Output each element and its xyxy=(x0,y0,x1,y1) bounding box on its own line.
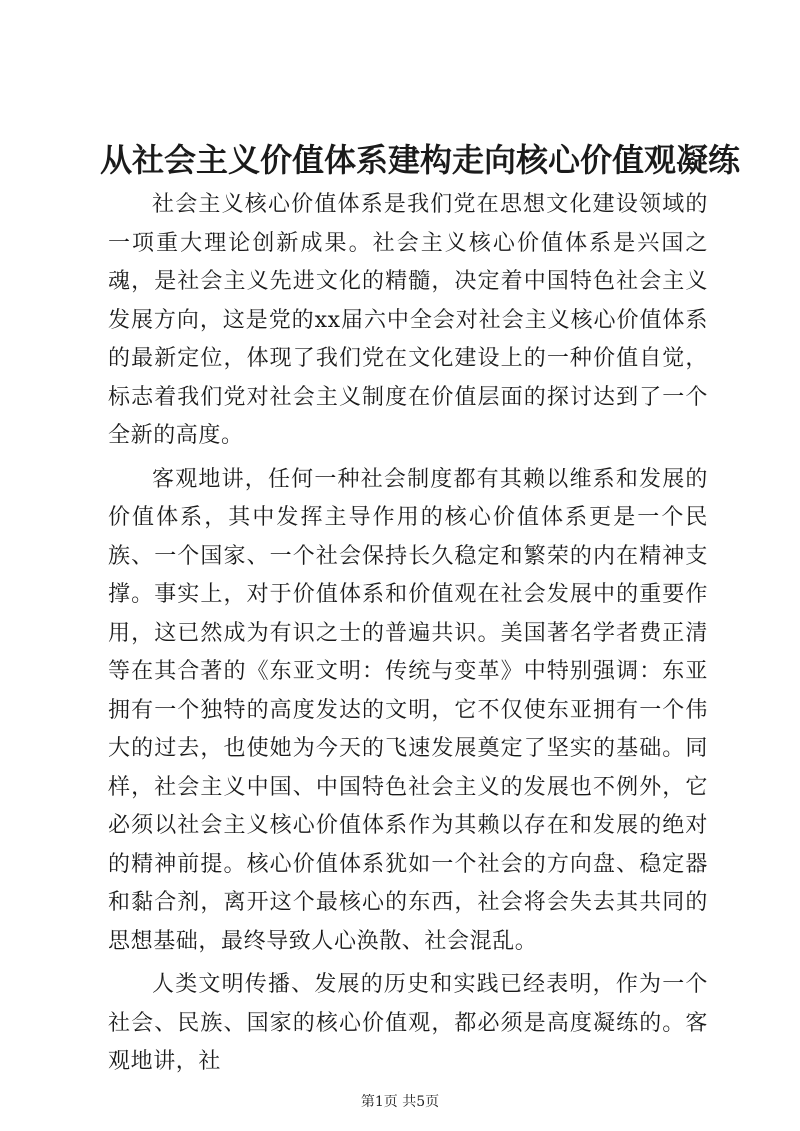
document-body xyxy=(108,186,708,1087)
page-footer: 第1页 共5页 xyxy=(360,1094,440,1110)
paragraph-3: 人类文明传播、发展的历史和实践已经表明，作为一个社会、民族、国家的核心价值观，都必须是高度凝练的。客观地讲，社 xyxy=(108,972,708,1074)
document-title: 从社会主义价值体系建构走向核心价值观凝练 xyxy=(100,141,741,179)
paragraph-1: 社会主义核心价值体系是我们党在思想文化建设领域的一项重大理论创新成果。社会主义核心价值体系是兴国之魂，是社会主义先进文化的精髓，决定着中国特色社会主义发展方向，这是党的xx届六中全会对社会主义核心价值体系的最新定位，体现了我们党在文化建设上的一种价值自觉，标志着我们党对社会主义制度在价值层面的探讨达到了一个全新的高度。 xyxy=(108,192,708,448)
paragraph-2: 客观地讲，任何一种社会制度都有其赖以维系和发展的价值体系，其中发挥主导作用的核心价值体系更是一个民族、一个国家、一个社会保持长久稳定和繁荣的内在精神支撑。事实上，对于价值体系和价值观在社会发展中的重要作用，这已然成为有识之士的普遍共识。美国著名学者费正清等在其合著的《东亚文明：传统与变革》中特别强调：东亚拥有一个独特的高度发达的文明，它不仅使东亚拥有一个伟大的过去，也使她为今天的飞速发展奠定了坚实的基础。同样，社会主义中国、中国特色社会主义的发展也不例外，它必须以社会主义核心价值体系作为其赖以存在和发展的绝对的精神前提。核心价值体系犹如一个社会的方向盘、稳定器和黏合剂，离开这个最核心的东西，社会将会失去其共同的思想基础，最终导致人心涣散、社会混乱。 xyxy=(108,466,708,954)
